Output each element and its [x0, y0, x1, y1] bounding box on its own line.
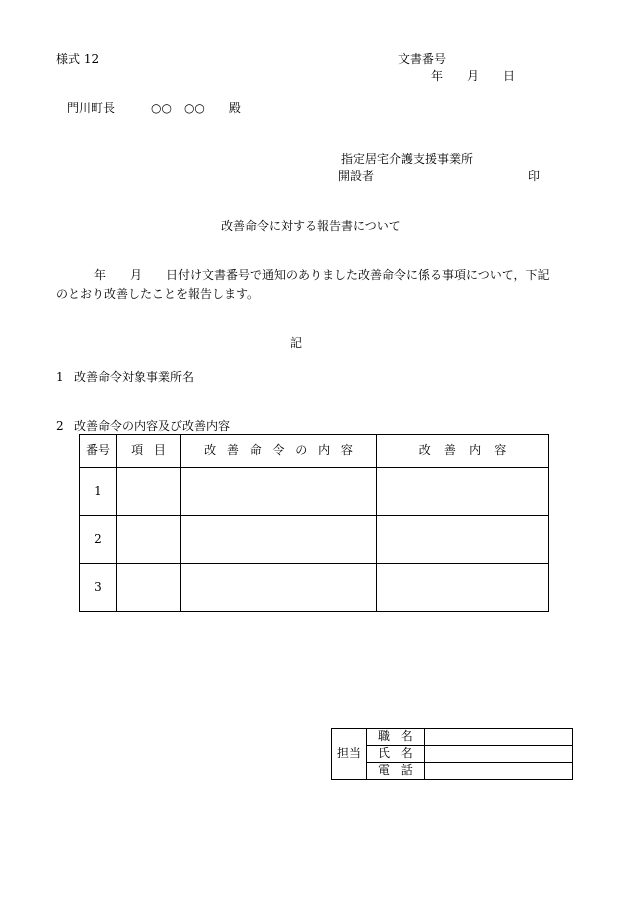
section-2-number: 2 [56, 419, 64, 433]
addressee: 門川町長 ○○ ○○ 殿 [67, 101, 241, 115]
body-line-1: 年 月 日付け文書番号で通知のありました改善命令に係る事項について，下記 [94, 268, 550, 282]
row-number-cell: 2 [80, 516, 117, 564]
document-number-label: 文書番号 [398, 52, 447, 66]
improvement-content-cell[interactable] [377, 468, 549, 516]
sender-office: 指定居宅介護支援事業所 [341, 152, 474, 166]
form-number: 様式 12 [56, 52, 100, 66]
improvement-content-cell[interactable] [377, 516, 549, 564]
header-order-content: 改善命令の内容 [181, 435, 377, 468]
contact-row [332, 763, 573, 780]
table-row [80, 564, 549, 612]
header-item: 項目 [117, 435, 181, 468]
order-content-cell[interactable] [181, 516, 377, 564]
item-cell[interactable] [117, 516, 181, 564]
table-row [80, 468, 549, 516]
seal-mark: 印 [528, 169, 541, 183]
ki-heading: 記 [290, 336, 303, 350]
item-cell[interactable] [117, 468, 181, 516]
founder-label: 開設者 [338, 169, 375, 183]
item-cell[interactable] [117, 564, 181, 612]
section-2-label: 改善命令の内容及び改善内容 [74, 419, 231, 433]
header-improvement-content: 改善内容 [377, 435, 549, 468]
table-row [80, 516, 549, 564]
contact-value-title[interactable] [424, 729, 572, 746]
improvement-content-cell[interactable] [377, 564, 549, 612]
document-title: 改善命令に対する報告書について [221, 219, 401, 233]
table-header-row [80, 435, 549, 468]
row-number-cell: 1 [80, 468, 117, 516]
contact-value-name[interactable] [424, 746, 572, 763]
date-line: 年 月 日 [431, 69, 516, 83]
contact-table [331, 728, 573, 780]
contact-owner-label: 担当 [332, 729, 367, 780]
improvement-table [79, 434, 549, 612]
contact-value-phone[interactable] [424, 763, 572, 780]
contact-field-name: 氏名 [367, 746, 425, 763]
order-content-cell[interactable] [181, 564, 377, 612]
contact-row [332, 746, 573, 763]
section-1-label: 改善命令対象事業所名 [74, 370, 195, 384]
contact-field-phone: 電話 [367, 763, 425, 780]
order-content-cell[interactable] [181, 468, 377, 516]
row-number-cell: 3 [80, 564, 117, 612]
contact-field-title: 職名 [367, 729, 425, 746]
section-1-number: 1 [56, 370, 64, 384]
body-line-2: のとおり改善したことを報告します。 [56, 287, 260, 301]
contact-row [332, 729, 573, 746]
header-number: 番号 [80, 435, 117, 468]
